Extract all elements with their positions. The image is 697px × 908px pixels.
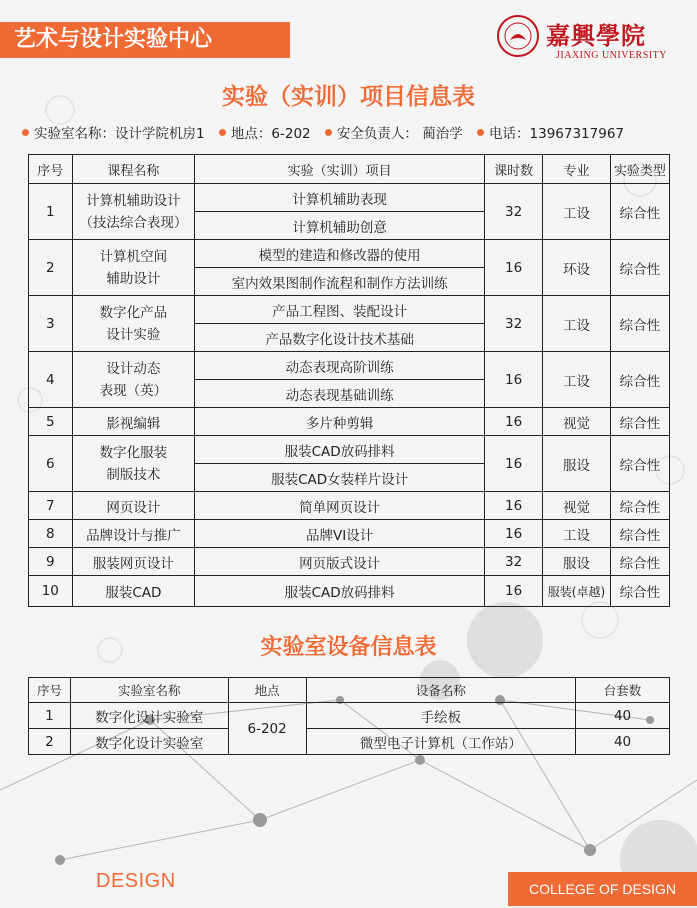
row-project-item: 服装CAD放码排料	[195, 576, 485, 607]
row-no: 9	[29, 548, 73, 576]
row-major: 服设	[543, 436, 611, 492]
row-equipment: 微型电子计算机（工作站）	[306, 729, 576, 755]
row-no: 7	[29, 492, 73, 520]
row-lab: 数字化设计实验室	[70, 729, 228, 755]
row-major: 环设	[543, 240, 611, 296]
row-major: 服设	[543, 548, 611, 576]
equipment-table-title: 实验室设备信息表	[260, 635, 437, 660]
row-course: 品牌设计与推广	[72, 520, 195, 548]
row-project-item: 网页版式设计	[195, 548, 485, 576]
row-project-item: 多片种剪辑	[195, 408, 485, 436]
col-header-count: 台套数	[576, 678, 670, 703]
table-row	[29, 240, 670, 268]
col-header-location: 地点	[228, 678, 306, 703]
row-no: 3	[29, 296, 73, 352]
table-row	[29, 492, 670, 520]
row-hours: 16	[485, 240, 543, 296]
row-equipment: 手绘板	[306, 703, 576, 729]
table-row	[29, 729, 670, 755]
row-project-item: 动态表现高阶训练	[195, 352, 485, 380]
row-major: 工设	[543, 184, 611, 240]
bullet-dot-icon	[22, 129, 29, 136]
table-row	[29, 520, 670, 548]
row-major: 工设	[543, 520, 611, 548]
row-no: 8	[29, 520, 73, 548]
row-type: 综合性	[610, 240, 669, 296]
row-type: 综合性	[610, 520, 669, 548]
table-row	[29, 352, 670, 380]
col-header-no: 序号	[29, 155, 73, 184]
row-course: 影视编辑	[72, 408, 195, 436]
col-header-project: 实验（实训）项目	[195, 155, 485, 184]
row-course: 数字化产品 设计实验	[72, 296, 195, 352]
row-major: 视觉	[543, 492, 611, 520]
lab-name-info: 实验室名称：设计学院机房1	[22, 126, 205, 142]
row-major: 工设	[543, 352, 611, 408]
row-course: 网页设计	[72, 492, 195, 520]
row-major: 视觉	[543, 408, 611, 436]
table-row	[29, 436, 670, 464]
table-row	[29, 408, 670, 436]
row-hours: 32	[485, 548, 543, 576]
table-row	[29, 576, 670, 607]
location-info: 地点：6-202	[219, 126, 311, 142]
col-header-equipment: 设备名称	[306, 678, 576, 703]
university-seal-icon	[496, 14, 540, 58]
table-header-row	[29, 678, 670, 703]
col-header-lab: 实验室名称	[70, 678, 228, 703]
row-hours: 16	[485, 520, 543, 548]
table-row	[29, 296, 670, 324]
row-hours: 16	[485, 352, 543, 408]
row-no: 2	[29, 240, 73, 296]
row-type: 综合性	[610, 184, 669, 240]
row-no: 1	[29, 184, 73, 240]
college-of-design-banner: COLLEGE OF DESIGN	[508, 872, 697, 906]
row-lab: 数字化设计实验室	[70, 703, 228, 729]
center-banner: 艺术与设计实验中心	[0, 22, 290, 58]
row-project-item: 产品工程图、装配设计	[195, 296, 485, 324]
row-no: 6	[29, 436, 73, 492]
row-course: 计算机空间 辅助设计	[72, 240, 195, 296]
row-type: 综合性	[610, 352, 669, 408]
row-major: 服装(卓越)	[543, 576, 611, 607]
row-hours: 32	[485, 184, 543, 240]
row-course: 服装网页设计	[72, 548, 195, 576]
row-type: 综合性	[610, 576, 669, 607]
row-project-item: 产品数字化设计技术基础	[195, 324, 485, 352]
row-project-item: 计算机辅助表现	[195, 184, 485, 212]
row-project-item: 模型的建造和修改器的使用	[195, 240, 485, 268]
row-no: 1	[29, 703, 71, 729]
bullet-dot-icon	[477, 129, 484, 136]
university-name-en: JIAXING UNIVERSITY	[556, 50, 667, 61]
row-project-item: 品牌VI设计	[195, 520, 485, 548]
row-count: 40	[576, 729, 670, 755]
row-project-item: 计算机辅助创意	[195, 212, 485, 240]
col-header-hours: 课时数	[485, 155, 543, 184]
col-header-type: 实验类型	[610, 155, 669, 184]
row-course: 设计动态 表现（英）	[72, 352, 195, 408]
col-header-course: 课程名称	[72, 155, 195, 184]
row-hours: 32	[485, 296, 543, 352]
table-row	[29, 548, 670, 576]
project-table-title: 实验（实训）项目信息表	[222, 84, 475, 110]
row-no: 2	[29, 729, 71, 755]
col-header-no: 序号	[29, 678, 71, 703]
row-course: 数字化服装 制版技术	[72, 436, 195, 492]
row-type: 综合性	[610, 548, 669, 576]
row-project-item: 服装CAD放码排料	[195, 436, 485, 464]
row-project-item: 简单网页设计	[195, 492, 485, 520]
table-header-row	[29, 155, 670, 184]
row-project-item: 服装CAD女装样片设计	[195, 464, 485, 492]
row-type: 综合性	[610, 296, 669, 352]
row-no: 10	[29, 576, 73, 607]
row-type: 综合性	[610, 436, 669, 492]
row-no: 5	[29, 408, 73, 436]
row-no: 4	[29, 352, 73, 408]
bullet-dot-icon	[325, 129, 332, 136]
row-project-item: 动态表现基础训练	[195, 380, 485, 408]
row-count: 40	[576, 703, 670, 729]
row-hours: 16	[485, 408, 543, 436]
row-course: 服装CAD	[72, 576, 195, 607]
project-info-table	[28, 154, 670, 607]
row-type: 综合性	[610, 492, 669, 520]
table-row	[29, 184, 670, 212]
university-logo	[496, 10, 686, 66]
row-location: 6-202	[228, 703, 306, 755]
bullet-dot-icon	[219, 129, 226, 136]
row-hours: 16	[485, 576, 543, 607]
design-wordmark: DESIGN	[96, 870, 176, 892]
safety-officer-info: 安全负责人： 蔺治学	[325, 126, 463, 142]
row-project-item: 室内效果图制作流程和制作方法训练	[195, 268, 485, 296]
row-major: 工设	[543, 296, 611, 352]
row-hours: 16	[485, 492, 543, 520]
equipment-info-table	[28, 677, 670, 755]
row-hours: 16	[485, 436, 543, 492]
table-row	[29, 703, 670, 729]
phone-info: 电话：13967317967	[477, 126, 624, 142]
lab-info-line	[22, 122, 692, 142]
row-course: 计算机辅助设计 （技法综合表现）	[72, 184, 195, 240]
row-type: 综合性	[610, 408, 669, 436]
col-header-major: 专业	[543, 155, 611, 184]
university-name-cn: 嘉興學院	[546, 21, 646, 50]
